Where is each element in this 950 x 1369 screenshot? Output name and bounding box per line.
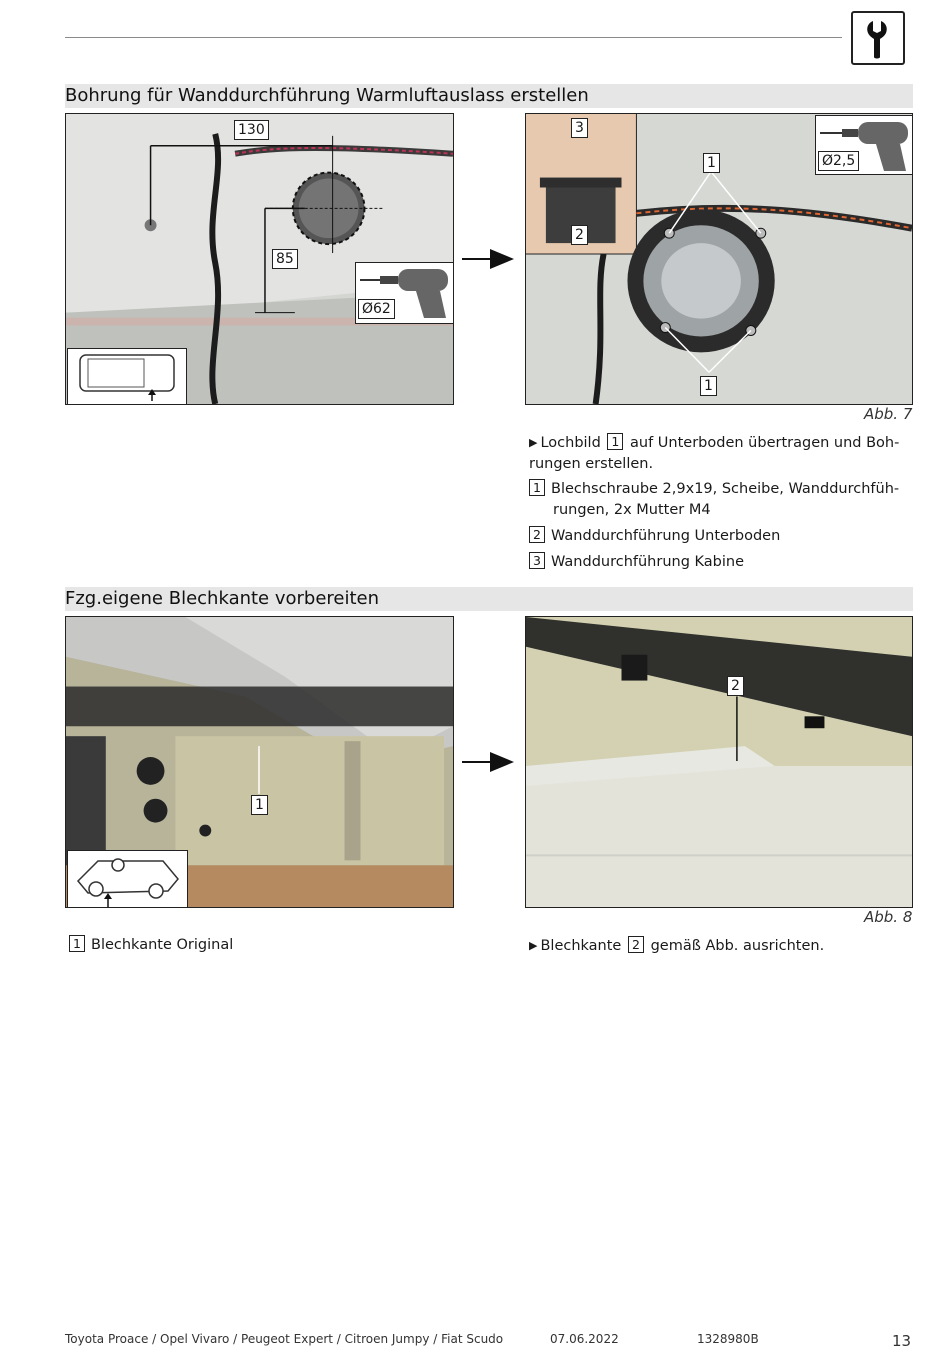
photo-aligned-sheet-edge — [525, 616, 913, 908]
callout-2-underbody-duct: 2 — [571, 225, 588, 245]
arrow-right-icon-2 — [460, 750, 516, 774]
van-underside-icon — [68, 851, 187, 908]
footer-doc-number: 1328980B — [697, 1332, 759, 1346]
legend-item-1: 1 Blechschraube 2,9x19, Scheibe, Wanddurchfüh- rungen, 2x Mutter M4 — [529, 479, 909, 521]
dimension-85-label: 85 — [272, 249, 298, 269]
drill-inset — [355, 262, 454, 324]
drill-diameter-2-5-label: Ø2,5 — [818, 151, 859, 171]
dimension-130-label: 130 — [234, 120, 269, 140]
callout-1-top: 1 — [703, 153, 720, 173]
van-under-view-inset — [67, 850, 188, 908]
instruction-drill-holes: ▶ Lochbild 1 auf Unterboden übertragen und Boh- rungen erstellen. — [529, 434, 900, 472]
legend-item-3: 3 Wanddurchführung Kabine — [529, 552, 909, 573]
arrow-right-icon — [460, 247, 516, 271]
callout-3-cabin-duct: 3 — [571, 118, 588, 138]
photo-original-sheet-edge — [65, 616, 454, 908]
callout-1-bottom: 1 — [700, 376, 717, 396]
footer-vehicles: Toyota Proace / Opel Vivaro / Peugeot Expert / Citroen Jumpy / Fiat Scudo — [65, 1332, 504, 1346]
page-number: 13 — [892, 1332, 912, 1350]
photo-underbody-marking — [65, 113, 454, 405]
legend-item-2: 2 Wanddurchführung Unterboden — [529, 526, 909, 547]
section-title-drilling: Bohrung für Wanddurchführung Warmluftauslass erstellen — [65, 84, 913, 108]
section-title-sheet-edge: Fzg.eigene Blechkante vorbereiten — [65, 587, 913, 611]
footer-date: 07.06.2022 — [550, 1332, 619, 1346]
van-top-view-inset — [67, 348, 187, 405]
drill-diameter-62-label: Ø62 — [358, 299, 395, 319]
legend-original-edge: 1 Blechkante Original — [69, 935, 449, 956]
instruction-align-edge: ▶ Blechkante 2 gemäß Abb. ausrichten. — [529, 937, 825, 954]
wrench-icon — [851, 11, 905, 65]
figure-caption-7: Abb. 7 — [864, 405, 913, 423]
figure-caption-8: Abb. 8 — [864, 908, 913, 926]
header-rule — [65, 37, 842, 38]
callout-2-aligned-edge: 2 — [727, 676, 744, 696]
callout-1-original-edge: 1 — [251, 795, 268, 815]
photo-wall-duct-installed — [525, 113, 913, 405]
van-top-view-icon — [68, 349, 186, 405]
small-drill-inset — [815, 115, 913, 175]
